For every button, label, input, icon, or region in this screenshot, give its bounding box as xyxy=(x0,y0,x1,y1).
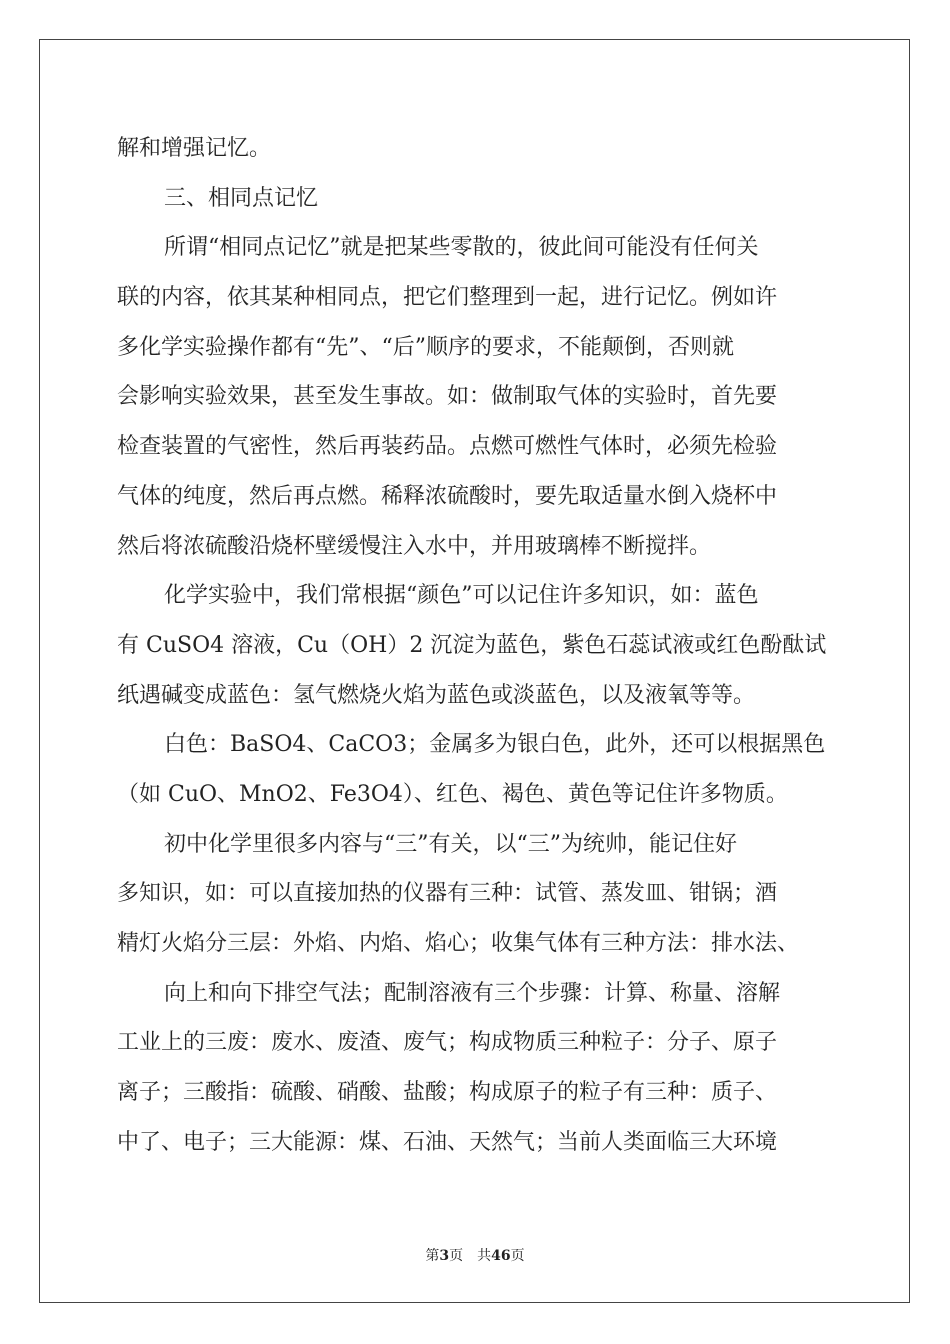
paragraph-first-line: 初中化学里很多内容与“三”有关，以“三”为统帅，能记住好 xyxy=(164,831,737,857)
text-line: 离子；三酸指：硫酸、硝酸、盐酸；构成原子的粒子有三种：质子、 xyxy=(117,1080,778,1106)
section-heading: 三、相同点记忆 xyxy=(164,185,319,211)
page-footer xyxy=(0,1246,950,1266)
text-line: 然后将浓硫酸沿烧杯壁缓慢注入水中，并用玻璃棒不断搅拌。 xyxy=(117,533,712,559)
text-line: 工业上的三废：废水、废渣、废气；构成物质三种粒子：分子、原子 xyxy=(117,1030,778,1056)
text-line: 中了、电子；三大能源：煤、石油、天然气；当前人类面临三大环境 xyxy=(117,1129,778,1155)
text-line: 联的内容，依其某种相同点，把它们整理到一起，进行记忆。例如许 xyxy=(117,285,778,311)
total-prefix: 共 xyxy=(477,1248,492,1264)
document-body xyxy=(117,124,847,1167)
text-line: 气体的纯度，然后再点燃。稀释浓硫酸时，要先取适量水倒入烧杯中 xyxy=(117,483,778,509)
paragraph-first-line: 向上和向下排空气法；配制溶液有三个步骤：计算、称量、溶解 xyxy=(164,980,781,1006)
text-line: （如 CuO、MnO2、Fe3O4）、红色、褐色、黄色等记住许多物质。 xyxy=(117,781,788,807)
total-pages: 46 xyxy=(491,1248,511,1264)
text-line: 解和增强记忆。 xyxy=(117,136,272,161)
text-line: 有 CuSO4 溶液，Cu（OH）2 沉淀为蓝色，紫色石蕊试液或红色酚酞试 xyxy=(117,632,827,658)
paragraph-first-line: 白色：BaSO4、CaCO3；金属多为银白色，此外，还可以根据黑色 xyxy=(164,732,826,758)
text-line: 精灯火焰分三层：外焰、内焰、焰心；收集气体有三种方法：排水法、 xyxy=(117,931,800,956)
text-line: 纸遇碱变成蓝色：氢气燃烧火焰为蓝色或淡蓝色，以及液氧等等。 xyxy=(117,682,756,708)
page-number: 3 xyxy=(439,1248,450,1264)
text-line: 检查装置的气密性，然后再装药品。点燃可燃性气体时，必须先检验 xyxy=(117,434,778,460)
paragraph-first-line: 化学实验中，我们常根据“颜色”可以记住许多知识，如：蓝色 xyxy=(164,583,759,609)
text-line: 多化学实验操作都有“先”、“后”顺序的要求，不能颠倒，否则就 xyxy=(117,334,734,360)
text-line: 会影响实验效果，甚至发生事故。如：做制取气体的实验时，首先要 xyxy=(117,384,778,410)
page-prefix: 第 xyxy=(425,1248,440,1264)
total-suffix: 页 xyxy=(510,1248,525,1264)
page-suffix: 页 xyxy=(449,1248,464,1264)
paragraph-first-line: 所谓“相同点记忆”就是把某些零散的，彼此间可能没有任何关 xyxy=(164,235,759,261)
text-line: 多知识，如：可以直接加热的仪器有三种：试管、蒸发皿、钳锅；酒 xyxy=(117,881,778,907)
